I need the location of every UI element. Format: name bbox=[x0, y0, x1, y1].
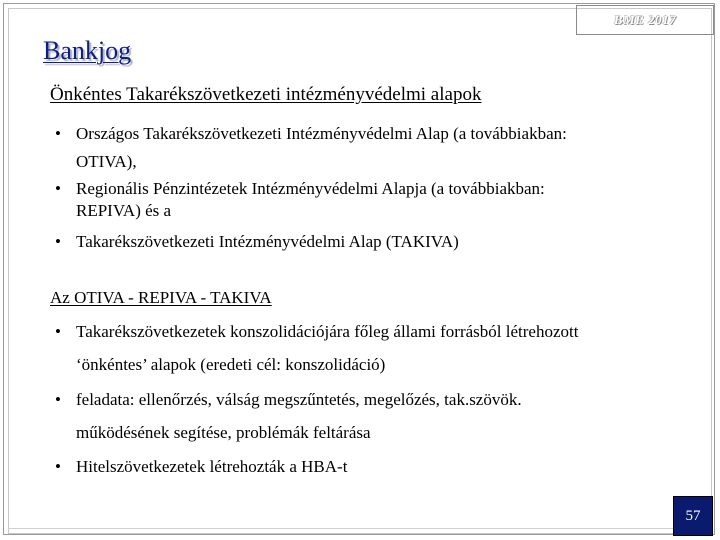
section-heading-voluntary-funds: Önkéntes Takarékszövetkezeti intézményvédelmi alapok bbox=[50, 84, 482, 105]
bullet-icon: • bbox=[55, 457, 61, 476]
page-number: 57 bbox=[673, 496, 713, 536]
bullet-icon: • bbox=[55, 179, 61, 198]
list-item-text-line: Takarékszövetkezeti Intézményvédelmi Alap (TAKIVA) bbox=[76, 232, 459, 251]
section-heading-otiva-repiva-takiva: Az OTIVA - REPIVA - TAKIVA bbox=[50, 288, 272, 307]
list-item-text-line: REPIVA) és a bbox=[76, 201, 172, 220]
header-badge-text: BME 2017 bbox=[613, 12, 677, 27]
list-item-text-line: Regionális Pénzintézetek Intézményvédelmi Alapja (a továbbiakban: bbox=[76, 179, 545, 198]
bullet-icon: • bbox=[55, 322, 61, 341]
footer-divider bbox=[8, 528, 712, 529]
list-item-text-line: Takarékszövetkezetek konszolidációjára főleg állami forrásból létrehozott bbox=[76, 322, 579, 341]
list-item-text-line: működésének segítése, problémák feltárása bbox=[76, 423, 371, 442]
list-item-text-line: ‘önkéntes’ alapok (eredeti cél: konszolidáció) bbox=[76, 355, 386, 374]
list-item-text-line: Hitelszövetkezetek létrehozták a HBA-t bbox=[76, 457, 348, 476]
bullet-icon: • bbox=[55, 232, 61, 251]
bullet-icon: • bbox=[55, 124, 61, 143]
list-item-text-line: OTIVA), bbox=[76, 152, 137, 171]
list-item-text-line: Országos Takarékszövetkezeti Intézményvédelmi Alap (a továbbiakban: bbox=[76, 124, 567, 143]
slide-title: Bankjog bbox=[43, 36, 132, 65]
header-badge bbox=[576, 5, 714, 35]
list-item-text-line: feladata: ellenőrzés, válság megszűntetés, megelőzés, tak.szövök. bbox=[76, 390, 522, 409]
bullet-icon: • bbox=[55, 390, 61, 409]
